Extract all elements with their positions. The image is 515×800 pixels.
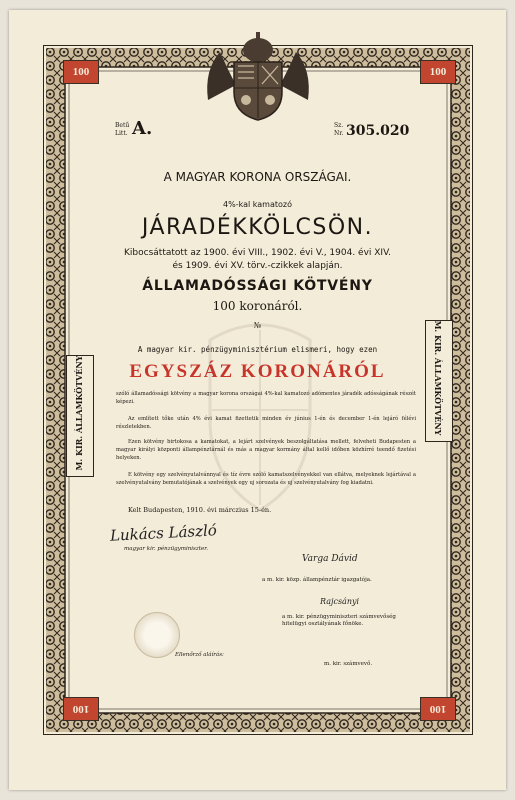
paragraph-4: E kötvény egy szelvényutalvánnyal és tíz évre szóló kamatszelvényekkel van ellátva, melyeknek lejártával a szelvényutalvány bemutatójának a szelvények egy uj sorozata és uj szelvényutalvány fog kiadatni. [116, 472, 416, 487]
issued-line-1: Kibocsáttatott az 1900. évi VIII., 1902. évi V., 1904. évi XIV. [124, 248, 391, 258]
signature-4-caption: m. kir. számvevő. [324, 661, 373, 667]
corner-badge-top-left: 100 [63, 60, 99, 84]
number-label: Sz. Nr. [334, 122, 344, 137]
interest-line: 4%-kal kamatozó [223, 200, 292, 209]
ornament-mark: № [253, 321, 262, 330]
date-line: Kelt Budapesten, 1910. évi márczius 15-én. [128, 506, 272, 514]
bond-title: ÁLLAMADÓSSÁGI KÖTVÉNY [142, 278, 373, 294]
signature-2-caption: a m. kir. közp. állampénztár igazgatója. [262, 577, 372, 583]
red-amount: EGYSZÁZ KORONÁRÓL [129, 361, 386, 382]
watermark-emblem [190, 300, 330, 520]
signature-3: Rajcsányi [320, 597, 360, 606]
left-caption: Ellenőrző aláírás: [175, 652, 224, 658]
series-label: Betű Litt. [115, 122, 130, 137]
number-value: 305.020 [346, 123, 410, 139]
signature-1: Lukács László [109, 521, 218, 545]
bond-amount: 100 koronáról. [212, 299, 303, 313]
corner-badge-bottom-left: 100 [63, 697, 99, 721]
issued-line-2: és 1909. évi XV. törv.-czikkek alapján. [172, 261, 343, 271]
intro-line: A magyar kir. pénzügyminisztérium elismeri, hogy ezen [137, 345, 378, 354]
series-value: A. [132, 118, 153, 139]
corner-badge-top-right: 100 [420, 60, 456, 84]
side-label-right-text: M. KIR. ÁLLAMKÖTVÉNY [433, 320, 443, 436]
side-label-left-text: M. KIR. ÁLLAMKÖTVÉNY [74, 355, 84, 471]
signature-3-caption: a m. kir. pénzügyminiszteri számvevőség hitelügyi osztályának főnöke. [282, 614, 396, 627]
paragraph-1: szóló államadóssági kötvény a magyar korona országai 4%-kal kamatozó adómentes járadék adósságának részét képezi. [116, 391, 416, 406]
paragraph-2: Az említett tőke után 4% évi kamat fizettetik minden év június 1-én és december 1-én lejáró félévi részletekben. [116, 416, 416, 431]
signature-2: Varga Dávid [302, 554, 358, 564]
coat-of-arms-emblem [198, 30, 318, 122]
loan-title: JÁRADÉKKÖLCSÖN. [141, 215, 374, 240]
corner-badge-bottom-right: 100 [420, 697, 456, 721]
country-heading: A MAGYAR KORONA ORSZÁGAI. [163, 170, 352, 184]
embossed-seal [134, 612, 180, 658]
paragraph-3: Ezen kötvény birtokosa a kamatokat, a lejárt szelvények beszolgáltatása mellett, felveheti Budapesten a magyar királyi központi állampénztárnál és más a magyar kormány által kellő időben közhírré teendő fizetési helyeken. [116, 439, 416, 462]
signature-1-caption: magyar kir. pénzügyminiszter. [124, 546, 209, 552]
